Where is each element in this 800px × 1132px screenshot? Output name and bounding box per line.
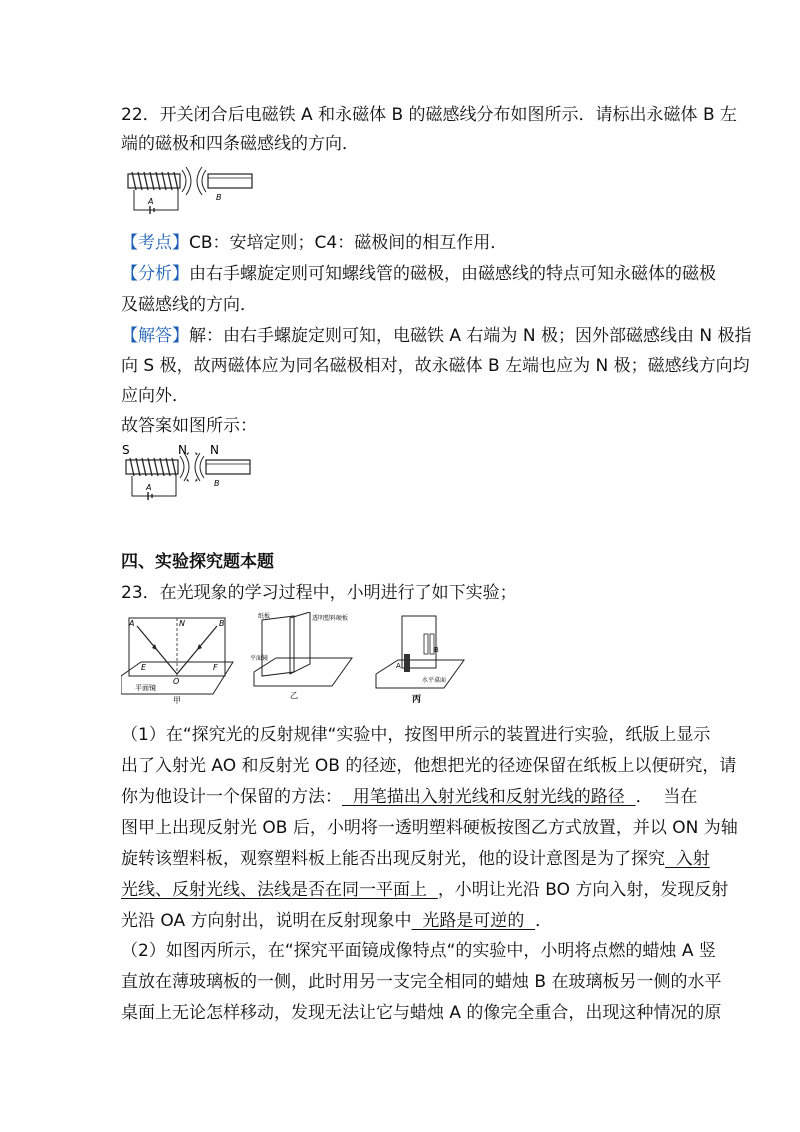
q23-p2-line-2: 直放在薄玻璃板的一侧，此时用另一支完全相同的蜡烛 B 在玻璃板另一侧的水平 — [121, 972, 722, 992]
q22-figure — [124, 162, 264, 217]
label-n-right: N — [210, 443, 219, 457]
q23-p1-line-7 — [121, 910, 552, 932]
q23-p2-line-1: （2）如图丙所示，在“探究平面镜成像特点“的实验中，小明将点燃的蜡烛 A 竖 — [121, 941, 716, 961]
reflection-diagram — [121, 612, 236, 704]
label-s: S — [122, 443, 130, 457]
q22-line-2: 端的磁极和四条磁感线的方向． — [121, 134, 359, 154]
q23-p1-line-7-text: 光沿 OA 方向射出，说明在反射现象中 — [121, 911, 412, 931]
answer-blank-3: 光路是可逆的 — [411, 911, 536, 931]
plastic-board-diagram — [248, 612, 358, 704]
q23-p2-line-3: 桌面上无论怎样移动，发现无法让它与蜡烛 A 的像完全重合，出现这种情况的原 — [121, 1003, 722, 1023]
q23-p1-line-5-text: 旋转该塑料板，观察塑料板上能否出现反射光，他的设计意图是为了探究 — [121, 849, 665, 869]
label-b: B — [216, 193, 222, 202]
kaodian-line — [121, 232, 507, 254]
yi-label-plastic: 透明塑料硬板 — [312, 615, 349, 622]
jia-label-a: A — [129, 619, 135, 628]
label-n-left: N — [178, 443, 187, 457]
fenxi-line-2: 及磁感线的方向． — [121, 295, 257, 315]
kaodian-tag: 【考点】 — [121, 233, 189, 253]
electromagnet-answer-diagram — [120, 440, 270, 500]
jia-label-b: B — [219, 619, 225, 628]
answer-label-a: A — [146, 483, 152, 492]
answer-blank-1: 用笔描出入射光线和反射光线的路径 — [342, 787, 636, 807]
figure-jia — [121, 612, 236, 704]
q23-p1-line-6-text: ，小明让光沿 BO 方向入射，发现反射 — [437, 880, 729, 900]
jieda-text-1: 解：由右手螺旋定则可知，电磁铁 A 右端为 N 极；因外部磁感线由 N 极指 — [189, 326, 752, 346]
yi-caption: 乙 — [290, 691, 298, 700]
q23-p1-line-4: 图甲上出现反射光 OB 后，小明将一透明塑料硬板按图乙方式放置，并以 ON 为轴 — [121, 818, 738, 838]
bing-caption: 丙 — [412, 695, 422, 704]
electromagnet-diagram — [124, 162, 264, 217]
jia-label-f: F — [213, 663, 218, 672]
q23-p1-line-2: 出了入射光 AO 和反射光 OB 的径迹，他想把光的径迹保留在纸板上以便研究，请 — [121, 756, 737, 776]
kaodian-text: CB：安培定则；C4：磁极间的相互作用． — [189, 233, 508, 253]
jia-label-n: N — [179, 619, 185, 628]
q23-p1-line-3 — [121, 786, 697, 808]
q23-p1-line-7-tail: ． — [535, 911, 553, 931]
q22-line-1: 22．开关闭合后电磁铁 A 和永磁体 B 的磁感线分布如图所示．请标出永磁体 B 左 — [121, 105, 738, 125]
bing-label-b: B — [434, 646, 439, 654]
fenxi-tag: 【分析】 — [121, 264, 189, 284]
jieda-tag: 【解答】 — [121, 326, 189, 346]
yi-label-mirror: 平面镜 — [250, 655, 269, 662]
section-4-title: 四、实验探究题本题 — [121, 552, 274, 572]
label-a: A — [148, 197, 154, 206]
jia-label-mirror: 平面镜 — [135, 684, 156, 692]
figure-bing — [372, 612, 467, 704]
q23-p1-line-1: （1）在“探究光的反射规律“实验中，按图甲所示的装置进行实验，纸版上显示 — [121, 725, 711, 745]
answer-label-b: B — [214, 479, 220, 488]
fenxi-line-1 — [121, 263, 716, 285]
jia-caption: 甲 — [173, 696, 181, 704]
q23-intro: 23．在光现象的学习过程中，小明进行了如下实验； — [121, 583, 517, 603]
bing-label-table: 水平桌面 — [422, 677, 447, 684]
jia-label-o: O — [173, 677, 180, 686]
q23-p1-line-5 — [121, 848, 710, 870]
answer-intro: 故答案如图所示： — [121, 416, 257, 436]
q23-p1-line-3-text: 你为他设计一个保留的方法： — [121, 787, 342, 807]
q23-p1-line-6 — [121, 879, 728, 901]
answer-blank-2b: 光线、反射光线、法线是否在同一平面上 — [121, 880, 438, 900]
answer-blank-2a: 入射 — [665, 849, 710, 869]
jia-label-e: E — [141, 663, 147, 672]
fenxi-text-1: 由右手螺旋定则可知螺线管的磁极，由磁感线的特点可知永磁体的磁极 — [189, 264, 716, 284]
jieda-line-3: 应向外． — [121, 386, 189, 406]
figure-yi — [248, 612, 358, 704]
jieda-line-1 — [121, 325, 752, 347]
plane-mirror-diagram — [372, 612, 467, 704]
jieda-line-2: 向 S 极，故两磁体应为同名磁极相对，故永磁体 B 左端也应为 N 极；磁感线方向均 — [121, 356, 750, 376]
q22-answer-figure — [120, 440, 270, 500]
bing-label-a: A — [396, 662, 401, 670]
q23-p1-line-3-tail: ． 当在 — [635, 787, 698, 807]
yi-label-paper: 纸板 — [258, 613, 271, 620]
